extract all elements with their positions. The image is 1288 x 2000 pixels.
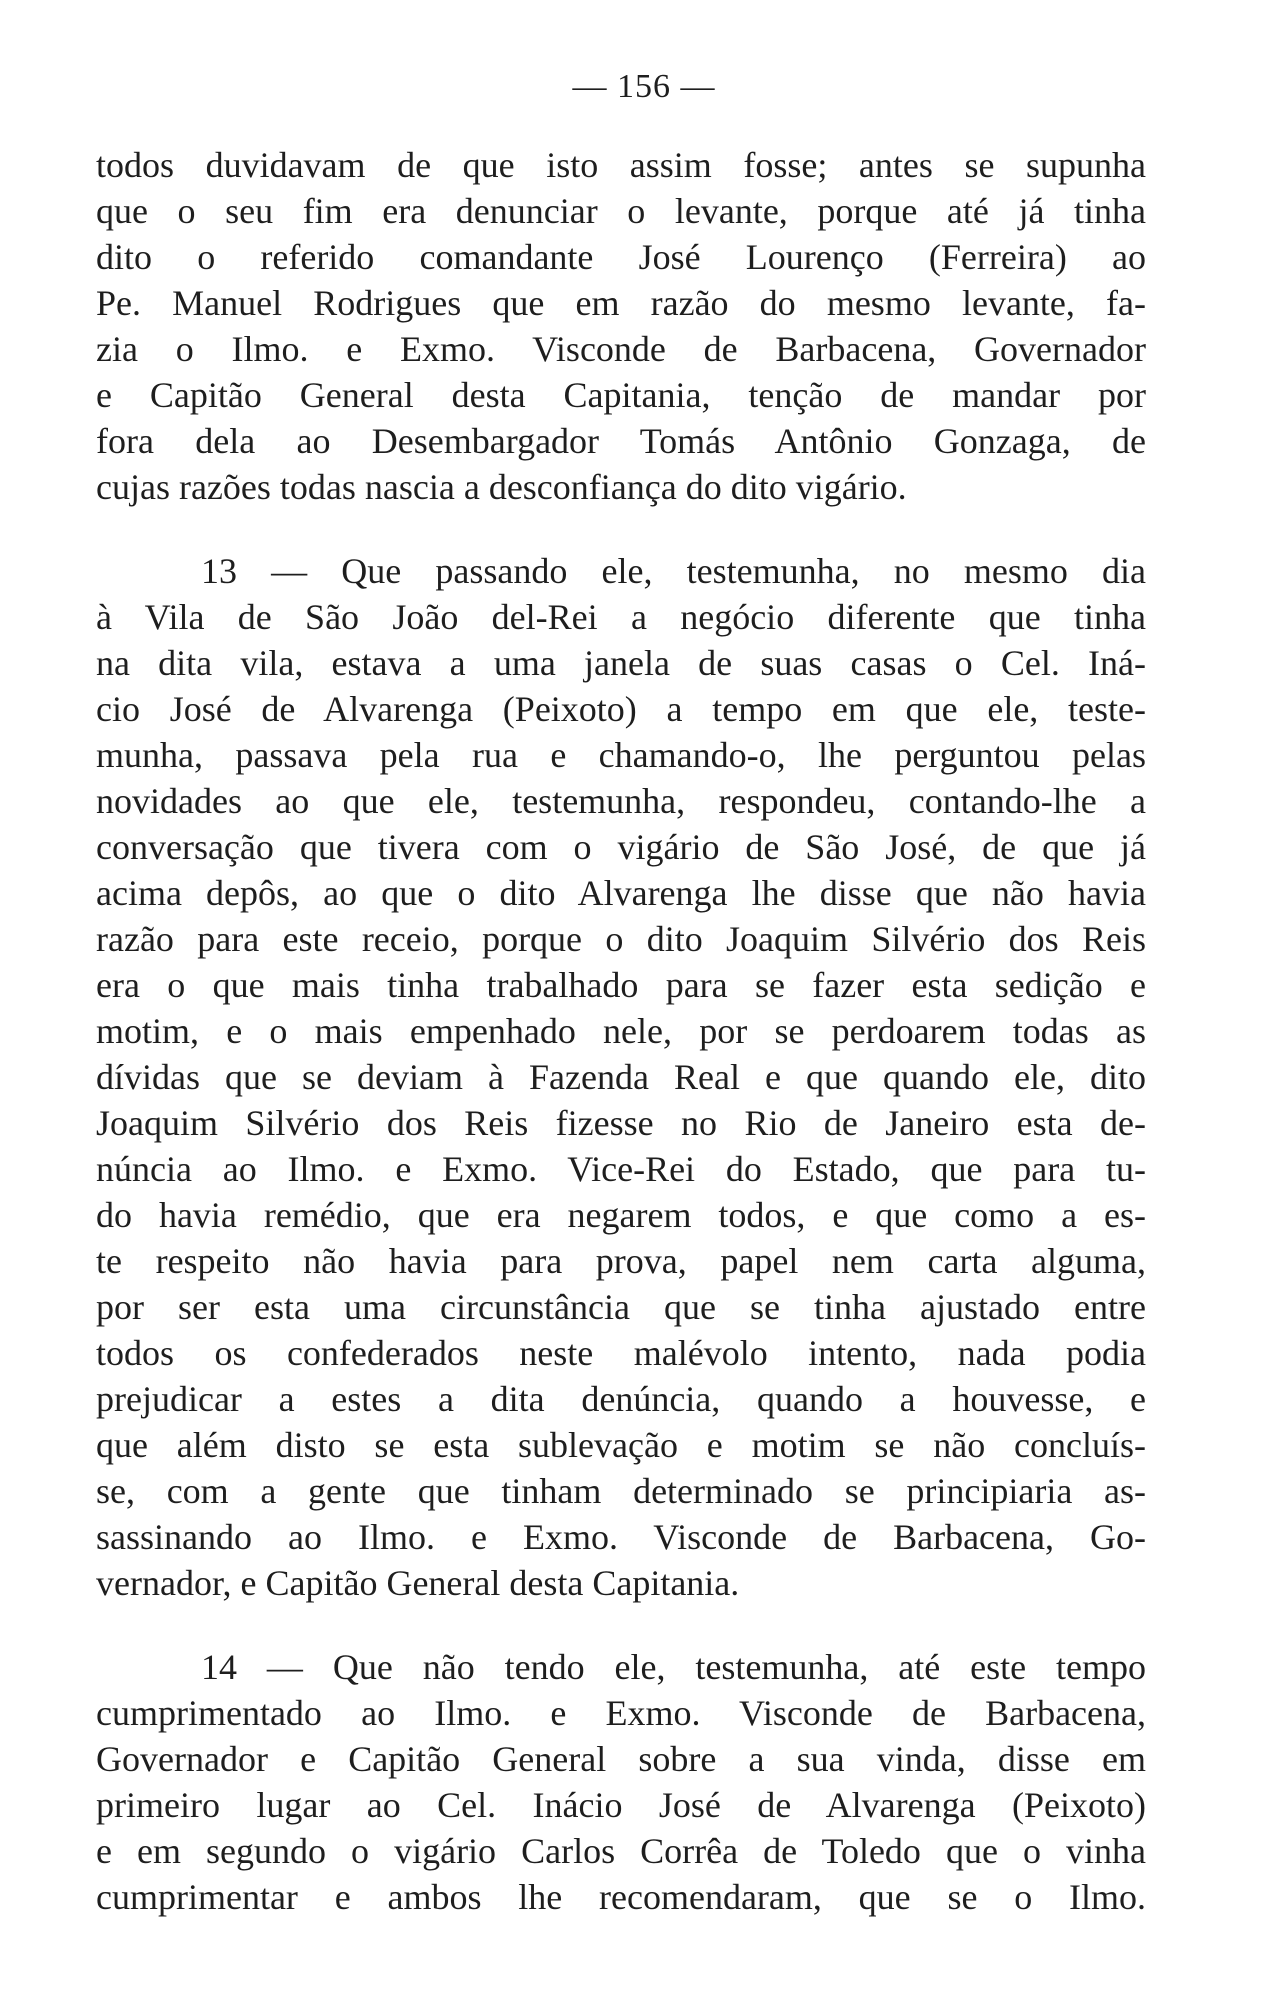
paragraph-13 (96, 548, 1146, 1606)
text-line: 14 — Que não tendo ele, testemunha, até este tempo (201, 1647, 1146, 1687)
text-line: cujas razões todas nascia a desconfiança do dito vigário. (96, 467, 907, 507)
text-line: munha, passava pela rua e chamando-o, lhe perguntou pelas (96, 735, 1146, 775)
text-line: dito o referido comandante José Lourenço (Ferreira) ao (96, 237, 1146, 277)
text-line: do havia remédio, que era negarem todos, e que como a es- (96, 1195, 1146, 1235)
text-line: zia o Ilmo. e Exmo. Visconde de Barbacena, Governador (96, 329, 1146, 369)
text-line: por ser esta uma circunstância que se tinha ajustado entre (96, 1287, 1146, 1327)
text-line: cio José de Alvarenga (Peixoto) a tempo em que ele, teste- (96, 689, 1146, 729)
text-line: e em segundo o vigário Carlos Corrêa de Toledo que o vinha (96, 1831, 1146, 1871)
text-line: cumprimentar e ambos lhe recomendaram, que se o Ilmo. (96, 1877, 1146, 1917)
text-line: primeiro lugar ao Cel. Inácio José de Alvarenga (Peixoto) (96, 1785, 1146, 1825)
paragraph-gap (96, 510, 1146, 548)
paragraph-continuation (96, 142, 1146, 510)
text-line: cumprimentado ao Ilmo. e Exmo. Visconde de Barbacena, (96, 1693, 1146, 1733)
text-line: que o seu fim era denunciar o levante, porque até já tinha (96, 191, 1146, 231)
page-number: — 156 — (572, 68, 716, 105)
paragraph-14 (96, 1644, 1146, 1920)
text-line: à Vila de São João del-Rei a negócio diferente que tinha (96, 597, 1146, 637)
text-line: te respeito não havia para prova, papel nem carta alguma, (96, 1241, 1146, 1281)
text-line: conversação que tivera com o vigário de São José, de que já (96, 827, 1146, 867)
text-line: dívidas que se deviam à Fazenda Real e que quando ele, dito (96, 1057, 1146, 1097)
body-text (96, 142, 1146, 1920)
text-line: razão para este receio, porque o dito Joaquim Silvério dos Reis (96, 919, 1146, 959)
text-line: vernador, e Capitão General desta Capitania. (96, 1563, 740, 1603)
text-line: sassinando ao Ilmo. e Exmo. Visconde de Barbacena, Go- (96, 1517, 1146, 1557)
text-line: se, com a gente que tinham determinado se principiaria as- (96, 1471, 1146, 1511)
text-line: 13 — Que passando ele, testemunha, no mesmo dia (201, 551, 1146, 591)
text-line: era o que mais tinha trabalhado para se fazer esta sedição e (96, 965, 1146, 1005)
text-line: na dita vila, estava a uma janela de suas casas o Cel. Iná- (96, 643, 1146, 683)
text-line: todos os confederados neste malévolo intento, nada podia (96, 1333, 1146, 1373)
text-line: prejudicar a estes a dita denúncia, quando a houvesse, e (96, 1379, 1146, 1419)
text-line: que além disto se esta sublevação e motim se não concluís- (96, 1425, 1146, 1465)
text-line: fora dela ao Desembargador Tomás Antônio Gonzaga, de (96, 421, 1146, 461)
text-line: motim, e o mais empenhado nele, por se perdoarem todas as (96, 1011, 1146, 1051)
text-line: novidades ao que ele, testemunha, respondeu, contando-lhe a (96, 781, 1146, 821)
text-line: Joaquim Silvério dos Reis fizesse no Rio de Janeiro esta de- (96, 1103, 1146, 1143)
text-line: Governador e Capitão General sobre a sua vinda, disse em (96, 1739, 1146, 1779)
text-line: e Capitão General desta Capitania, tenção de mandar por (96, 375, 1146, 415)
text-line: Pe. Manuel Rodrigues que em razão do mesmo levante, fa- (96, 283, 1146, 323)
text-line: núncia ao Ilmo. e Exmo. Vice-Rei do Estado, que para tu- (96, 1149, 1146, 1189)
paragraph-gap (96, 1606, 1146, 1644)
text-line: acima depôs, ao que o dito Alvarenga lhe disse que não havia (96, 873, 1146, 913)
text-line: todos duvidavam de que isto assim fosse; antes se supunha (96, 145, 1146, 185)
